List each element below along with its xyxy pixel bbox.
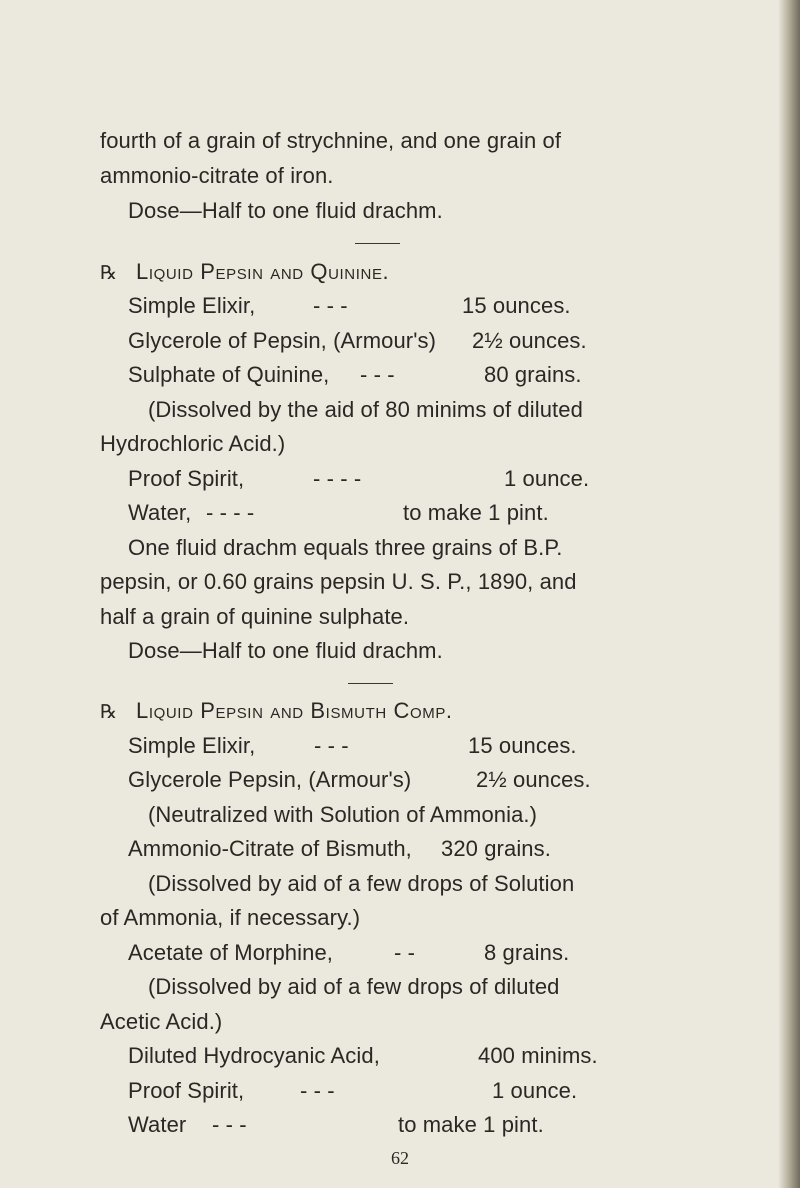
ingredient-dashes: - - - <box>314 733 349 758</box>
text-line: ammonio-citrate of iron. <box>100 163 334 188</box>
ingredient-name: Water <box>128 1112 187 1137</box>
section-divider <box>348 683 393 684</box>
rx-icon: ℞ <box>100 701 118 723</box>
ingredient-dashes: - - <box>394 940 416 965</box>
note-line: Hydrochloric Acid.) <box>100 431 286 456</box>
ingredient-dashes: - - - <box>212 1112 247 1137</box>
formula-title <box>100 698 453 725</box>
formula-title-text: Liquid Pepsin and Bismuth Comp. <box>136 698 453 723</box>
formula-title-text: Liquid Pepsin and Quinine. <box>136 259 390 284</box>
ingredient-name: Sulphate of Quinine, <box>128 362 330 387</box>
ingredient-name: Simple Elixir, <box>128 293 256 318</box>
ingredient-name: Water, <box>128 500 192 525</box>
ingredient-name: Proof Spirit, <box>128 466 245 491</box>
ingredient-quantity: 2½ ounces. <box>472 328 587 353</box>
ingredient-name: Proof Spirit, <box>128 1078 245 1103</box>
ingredient-dashes: - - - <box>360 362 395 387</box>
ingredient-dashes: - - - <box>300 1078 335 1103</box>
note-line: Acetic Acid.) <box>100 1009 223 1034</box>
page-number: 62 <box>391 1148 409 1168</box>
formula-title <box>100 259 389 286</box>
ingredient-quantity: to make 1 pint. <box>403 500 549 525</box>
dose-line: Dose—Half to one fluid drachm. <box>128 638 443 663</box>
ingredient-quantity: 15 ounces. <box>468 733 577 758</box>
note-line: (Dissolved by aid of a few drops of Solution <box>148 871 575 896</box>
section-divider <box>355 243 400 244</box>
ingredient-name: Simple Elixir, <box>128 733 256 758</box>
note-line: (Dissolved by aid of a few drops of diluted <box>148 974 560 999</box>
ingredient-quantity: to make 1 pint. <box>398 1112 544 1137</box>
ingredient-dashes: - - - - <box>313 466 362 491</box>
ingredient-name: Glycerole of Pepsin, (Armour's) <box>128 328 437 353</box>
ingredient-name: Ammonio-Citrate of Bismuth, <box>128 836 412 861</box>
ingredient-name: Diluted Hydrocyanic Acid, <box>128 1043 380 1068</box>
ingredient-quantity: 1 ounce. <box>492 1078 578 1103</box>
dose-line: Dose—Half to one fluid drachm. <box>128 198 443 223</box>
note-line: (Neutralized with Solution of Ammonia.) <box>148 802 538 827</box>
text-line: One fluid drachm equals three grains of B.P. <box>128 535 563 560</box>
ingredient-quantity: 80 grains. <box>484 362 582 387</box>
text-line: half a grain of quinine sulphate. <box>100 604 410 629</box>
ingredient-quantity: 320 grains. <box>441 836 551 861</box>
ingredient-name: Acetate of Morphine, <box>128 940 334 965</box>
ingredient-quantity: 400 minims. <box>478 1043 598 1068</box>
ingredient-quantity: 1 ounce. <box>504 466 590 491</box>
ingredient-quantity: 2½ ounces. <box>476 767 591 792</box>
ingredient-dashes: - - - <box>313 293 348 318</box>
text-line: fourth of a grain of strychnine, and one grain of <box>100 128 562 153</box>
ingredient-dashes: - - - - <box>206 500 255 525</box>
ingredient-name: Glycerole Pepsin, (Armour's) <box>128 767 412 792</box>
text-line: pepsin, or 0.60 grains pepsin U. S. P., 1890, and <box>100 569 577 594</box>
note-line: (Dissolved by the aid of 80 minims of diluted <box>148 397 583 422</box>
page-edge-shadow <box>778 0 800 1188</box>
ingredient-quantity: 15 ounces. <box>462 293 571 318</box>
ingredient-quantity: 8 grains. <box>484 940 570 965</box>
note-line: of Ammonia, if necessary.) <box>100 905 361 930</box>
rx-icon: ℞ <box>100 262 118 284</box>
